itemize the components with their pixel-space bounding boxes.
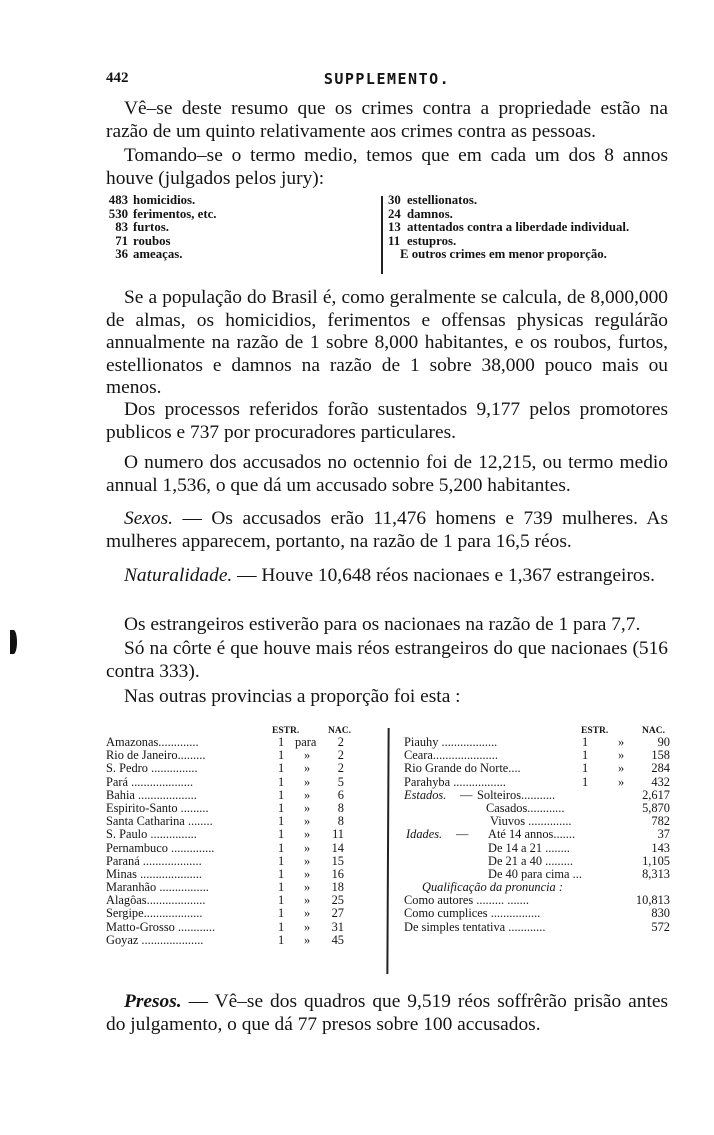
crime-list-item: 24 damnos. (388, 206, 453, 221)
col-estr-header: ESTR. (581, 726, 609, 736)
ratio-separator: » (618, 748, 625, 763)
naturalidade-label: Naturalidade. (124, 565, 233, 586)
crime-list-right (388, 194, 678, 262)
estr-value: 1 (278, 906, 285, 921)
ratio-separator: para (295, 735, 317, 749)
crime-list-left (106, 194, 366, 262)
paragraph-processos: Dos processos referidos forão sustentados 9,177 pelos promotores publicos e 737 por procuradores particulares. (106, 399, 668, 443)
nac-value: 15 (331, 853, 344, 868)
province-row (106, 828, 362, 841)
nac-value: 8 (337, 814, 344, 829)
idades-row: Idades. — Até 14 annos....... 37 (406, 827, 670, 842)
idades-heading: Idades. (406, 827, 443, 842)
estados-row: Casados............ 5,870 (486, 800, 670, 815)
nac-value: 6 (337, 787, 344, 802)
province-rows-right (404, 736, 670, 789)
ratio-separator: » (304, 814, 311, 829)
nac-value: 2 (337, 735, 344, 749)
ratio-separator: » (304, 919, 311, 934)
idades-row: De 14 a 21 ........ 143 (488, 840, 670, 855)
table-divider (386, 728, 389, 974)
paragraph-corte: Só na côrte é que houve mais réos estrangeiros do que nacionaes (516 contra 333). (106, 638, 668, 682)
province-name: Sergipe................... (106, 906, 203, 921)
crime-list-item: 530 ferimentos, etc. (108, 206, 217, 221)
province-name: Pará .................... (106, 774, 194, 789)
idades-row: De 21 a 40 ......... 1,105 (488, 853, 670, 868)
estr-value: 1 (582, 735, 589, 749)
ratio-separator: » (304, 827, 311, 842)
estr-value: 1 (278, 840, 285, 855)
ratio-separator: » (304, 761, 311, 776)
sexos-label: Sexos. (124, 508, 173, 529)
qualificacao-heading: Qualificação da pronuncia : (422, 880, 563, 895)
province-name: Santa Catharina ........ (106, 814, 213, 829)
margin-ink-mark (10, 630, 17, 654)
col-nac-header: NAC. (642, 726, 665, 736)
ratio-separator: » (618, 735, 625, 749)
crime-list-item: 36 ameaças. (115, 247, 183, 262)
estr-value: 1 (278, 853, 285, 868)
province-name: Ceara..................... (404, 748, 498, 763)
column-divider (381, 196, 383, 274)
ratio-separator: » (618, 774, 625, 789)
nac-value: 2 (337, 761, 344, 776)
ratio-separator: » (304, 880, 311, 895)
provinces-table-left (106, 723, 362, 947)
estr-value: 1 (278, 735, 285, 749)
estr-value: 1 (278, 866, 285, 881)
crime-list-item: 13 attentados contra a liberdade individual. (388, 220, 630, 235)
province-name: Pernambuco .............. (106, 840, 215, 855)
province-row (404, 776, 670, 789)
estr-value: 1 (278, 814, 285, 829)
ratio-separator: » (304, 866, 311, 881)
province-row (106, 842, 362, 855)
province-name: Rio Grande do Norte.... (404, 761, 521, 776)
ratio-separator: » (304, 840, 311, 855)
nac-value: 11 (332, 827, 344, 842)
estr-value: 1 (278, 748, 285, 763)
nac-value: 158 (651, 748, 670, 763)
estr-value: 1 (582, 774, 589, 789)
ratio-separator: » (304, 906, 311, 921)
nac-value: 432 (651, 774, 670, 789)
paragraph-sexos: Sexos. — Os accusados erão 11,476 homens e 739 mulheres. As mulheres apparecem, portanto, na razão de 1 para 16,5 réos. (106, 508, 668, 552)
ratio-separator: » (304, 932, 311, 947)
estr-value: 1 (278, 919, 285, 934)
estr-value: 1 (278, 880, 285, 895)
running-title: SUPPLEMENTO. (323, 70, 451, 88)
estr-value: 1 (582, 761, 589, 776)
nac-value: 8 (337, 800, 344, 815)
province-row (106, 921, 362, 934)
paragraph-annual-average: Tomando–se o termo medio, temos que em cada um dos 8 annos houve (julgados pelos jury): (106, 145, 668, 189)
estr-value: 1 (278, 932, 285, 947)
province-name: Amazonas............. (106, 735, 199, 749)
paragraph-provincias-intro: Nas outras provincias a proporção foi esta : (124, 686, 461, 707)
paragraph-estrangeiros-ratio: Os estrangeiros estiverão para os nacionaes na razão de 1 para 7,7. (124, 614, 641, 635)
ratio-separator: » (304, 787, 311, 802)
paragraph-naturalidade: Naturalidade. — Houve 10,648 réos nacionaes e 1,367 estrangeiros. (124, 565, 655, 586)
nac-value: 18 (331, 880, 344, 895)
province-name: Matto-Grosso ............ (106, 919, 216, 934)
province-row (404, 762, 670, 775)
ratio-separator: » (304, 893, 311, 908)
nac-value: 5 (337, 774, 344, 789)
crime-list-item: 71 roubos (115, 233, 171, 248)
nac-value: 90 (657, 735, 670, 749)
crime-list-item: 30 estellionatos. (388, 193, 478, 207)
col-nac-header: NAC. (328, 726, 351, 736)
estados-row: Estados. — Solteiros........... 2,617 (404, 787, 670, 802)
province-name: Rio de Janeiro......... (106, 748, 206, 763)
province-name: Goyaz .................... (106, 932, 204, 947)
nac-value: 27 (331, 906, 344, 921)
crime-list-item: E outros crimes em menor proporção. (400, 247, 607, 262)
nac-value: 45 (331, 932, 344, 947)
estr-value: 1 (278, 761, 285, 776)
province-name: Paraná ................... (106, 853, 202, 868)
ratio-separator: » (618, 761, 625, 776)
province-name: S. Pedro ............... (106, 761, 198, 776)
crime-list-item: 483 homicidios. (108, 193, 196, 207)
ratio-separator: » (304, 800, 311, 815)
estados-row: Viuvos .............. 782 (490, 814, 670, 829)
qualificacao-row: Como autores ......... ....... 10,813 (404, 893, 670, 908)
page-number: 442 (106, 70, 129, 86)
qualificacao-row: Como cumplices ................ 830 (404, 906, 670, 921)
province-name: Maranhão ................ (106, 880, 209, 895)
estr-value: 1 (582, 748, 589, 763)
idades-row: De 40 para cima ... 8,313 (488, 866, 670, 881)
province-row (106, 907, 362, 920)
provinces-table-right (404, 723, 670, 934)
col-estr-header: ESTR. (272, 726, 300, 736)
crime-list-item: 11 estupros. (388, 233, 457, 248)
province-name: Alagôas................... (106, 893, 206, 908)
nac-value: 31 (331, 919, 344, 934)
nac-value: 284 (651, 761, 670, 776)
paragraph-population: Se a população do Brasil é, como geralmente se calcula, de 8,000,000 de almas, os homicidios, ferimentos e offensas physicas regulárão annualmente na razão de 1 sobre 8,000 habitantes, e os roubos, furtos, estellionatos e damnos na razão de 1 sobre 38,000 pouco mais ou menos. (106, 287, 668, 398)
paragraph-accusados: O numero dos accusados no octennio foi de 12,215, ou termo medio annual 1,536, o que dá um accusado sobre 5,200 habitantes. (106, 452, 668, 496)
province-row (106, 762, 362, 775)
estr-value: 1 (278, 787, 285, 802)
nac-value: 25 (331, 893, 344, 908)
province-name: Piauhy .................. (404, 735, 498, 749)
province-name: S. Paulo ............... (106, 827, 197, 842)
ratio-separator: » (304, 853, 311, 868)
paragraph-presos: Presos. — Vê–se dos quadros que 9,519 réos soffrêrão prisão antes do julgamento, o que dá 77 presos sobre 100 accusados. (106, 991, 668, 1035)
crime-list-item: 83 furtos. (115, 220, 169, 235)
estr-value: 1 (278, 774, 285, 789)
estr-value: 1 (278, 893, 285, 908)
province-name: Bahia ................... (106, 787, 197, 802)
ratio-separator: » (304, 774, 311, 789)
ratio-separator: » (304, 748, 311, 763)
province-name: Minas .................... (106, 866, 203, 881)
province-name: Espirito-Santo ......... (106, 800, 209, 815)
presos-label: Presos. (124, 991, 182, 1012)
nac-value: 14 (331, 840, 344, 855)
estr-value: 1 (278, 800, 285, 815)
province-row (106, 855, 362, 868)
estados-heading: Estados. (404, 787, 447, 802)
page-header (106, 70, 668, 92)
estr-value: 1 (278, 827, 285, 842)
nac-value: 16 (331, 866, 344, 881)
province-row (106, 776, 362, 789)
nac-value: 2 (337, 748, 344, 763)
province-row (106, 789, 362, 802)
province-row (106, 934, 362, 947)
paragraph-crimes-ratio: Vê–se deste resumo que os crimes contra a propriedade estão na razão de um quinto relativamente aos crimes contra as pessoas. (106, 98, 668, 142)
qualificacao-row: De simples tentativa ............ 572 (404, 919, 670, 934)
province-name: Parahyba ................. (404, 774, 506, 789)
